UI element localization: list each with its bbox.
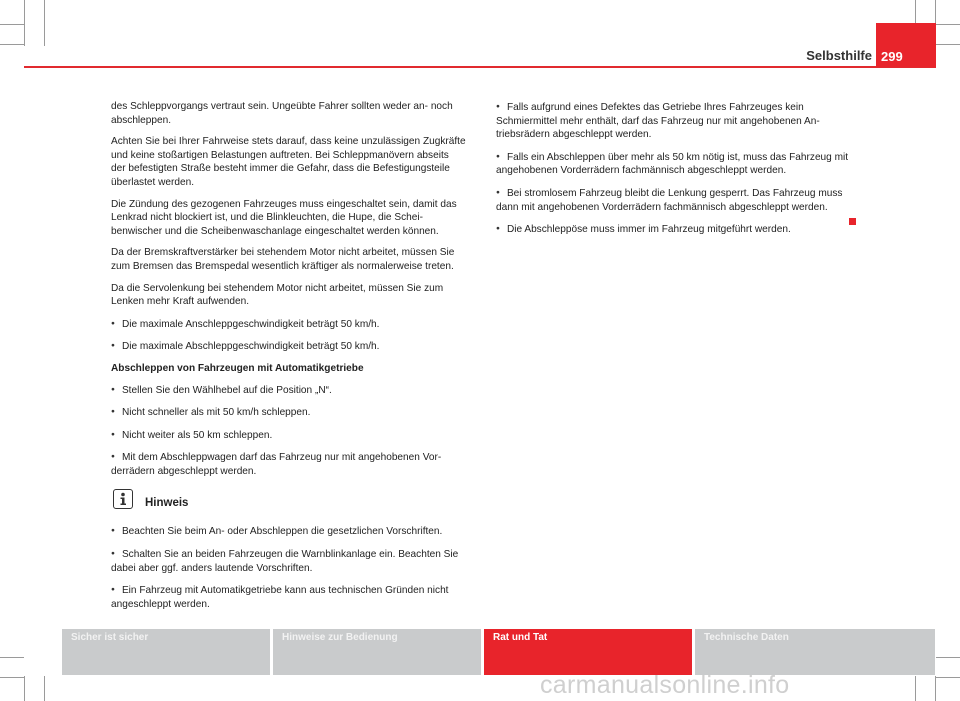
crop-mark (936, 657, 960, 658)
footer-tab-bedienung[interactable] (273, 629, 481, 675)
crop-mark (936, 24, 960, 25)
footer-tab-label: Hinweise zur Bedienung (282, 632, 398, 643)
bullet-item: ● Nicht weiter als 50 km schleppen. (111, 428, 466, 443)
crop-mark (936, 677, 960, 678)
crop-mark (935, 676, 936, 701)
note-bullet: ● Beachten Sie beim An- oder Abschleppen die gesetzlichen Vorschriften. (111, 524, 466, 539)
right-column (496, 100, 856, 245)
bullet-item: ● Die maximale Anschleppgeschwindigkeit beträgt 50 km/h. (111, 317, 466, 332)
paragraph: Die Zündung des gezogenen Fahrzeuges muss eingeschaltet sein, damit das Lenkrad nicht blockiert ist, und die Blinkleuchten, die Hupe, die Scheibenwischer und die Scheibenwaschanlage eingeschaltet werden können. (111, 198, 457, 237)
crop-mark (0, 24, 24, 25)
footer-tab-label: Technische Daten (704, 632, 789, 643)
paragraph: Achten Sie bei Ihrer Fahrweise stets darauf, dass keine unzulässigen Zugkräfte und keine stoßartigen Belastungen auftreten. Bei Schleppmanövern abseits der befestigten Straße besteht immer die Gefahr, dass die Befestigungsteile überlastet werden. (111, 136, 466, 188)
crop-mark (44, 676, 45, 701)
bullet-item: ● Nicht schneller als mit 50 km/h schleppen. (111, 405, 466, 420)
watermark: carmanualsonline.info (540, 671, 790, 699)
crop-mark (936, 44, 960, 45)
footer-tab-technische-daten[interactable] (695, 629, 935, 675)
crop-mark (24, 676, 25, 701)
crop-mark (44, 0, 45, 46)
paragraph: Da der Bremskraftverstärker bei stehendem Motor nicht arbeitet, müssen Sie zum Bremsen das Bremspedal wesentlich kräftiger als normalerweise treten. (111, 247, 455, 272)
section-end-marker (849, 218, 856, 225)
paragraph: des Schleppvorgangs vertraut sein. Ungeübte Fahrer sollten weder an- noch abschleppen. (111, 101, 453, 126)
page-number: 299 (881, 49, 903, 64)
note-header (111, 492, 466, 518)
bullet-item: ● Stellen Sie den Wählhebel auf die Position „N“. (111, 383, 466, 398)
footer-tab-sicher[interactable] (62, 629, 270, 675)
bullet-item: ● Mit dem Abschleppwagen darf das Fahrzeug nur mit angehobenen Vorderrädern abgeschleppt werden. (111, 450, 466, 478)
subheading: Abschleppen von Fahrzeugen mit Automatikgetriebe (111, 362, 364, 374)
header-rule (24, 66, 936, 68)
note-bullet: ● Schalten Sie an beiden Fahrzeugen die Warnblinkanlage ein. Beachten Sie dabei aber ggf. anders lautende Vorschriften. (111, 547, 466, 575)
crop-mark (24, 0, 25, 46)
bullet-item: ● Die Abschleppöse muss immer im Fahrzeug mitgeführt werden. (496, 222, 856, 237)
bullet-item: ● Falls aufgrund eines Defektes das Getriebe Ihres Fahrzeuges kein Schmiermittel mehr enthält, darf das Fahrzeug nur mit angehobenen Antriebsrädern abgeschleppt werden. (496, 100, 856, 142)
note-label: Hinweis (145, 497, 189, 510)
page-number-tab (876, 23, 936, 67)
footer-tab-rat-und-tat[interactable] (484, 629, 692, 675)
crop-mark (0, 44, 24, 45)
info-note-icon (113, 489, 133, 509)
crop-mark (915, 676, 916, 701)
note-bullet: ● Ein Fahrzeug mit Automatikgetriebe kann aus technischen Gründen nicht angeschleppt werden. (111, 583, 466, 611)
paragraph: Da die Servolenkung bei stehendem Motor nicht arbeitet, müssen Sie zum Lenken mehr Kraft aufwenden. (111, 282, 444, 308)
bullet-item: ● Falls ein Abschleppen über mehr als 50 km nötig ist, muss das Fahrzeug mit angehobenen Vorderrädern fachmännisch abgeschleppt werden. (496, 150, 856, 178)
section-title: Selbsthilfe (806, 48, 872, 63)
bullet-item: ● Die maximale Abschleppgeschwindigkeit beträgt 50 km/h. (111, 339, 466, 354)
footer-tab-label: Rat und Tat (493, 632, 548, 643)
left-column (111, 100, 466, 619)
footer-tab-label: Sicher ist sicher (71, 632, 149, 643)
bullet-item: ● Bei stromlosem Fahrzeug bleibt die Lenkung gesperrt. Das Fahrzeug muss dann mit angehobenen Vorderrädern fachmännisch abgeschleppt werden. (496, 186, 856, 214)
crop-mark (0, 657, 24, 658)
crop-mark (0, 677, 24, 678)
